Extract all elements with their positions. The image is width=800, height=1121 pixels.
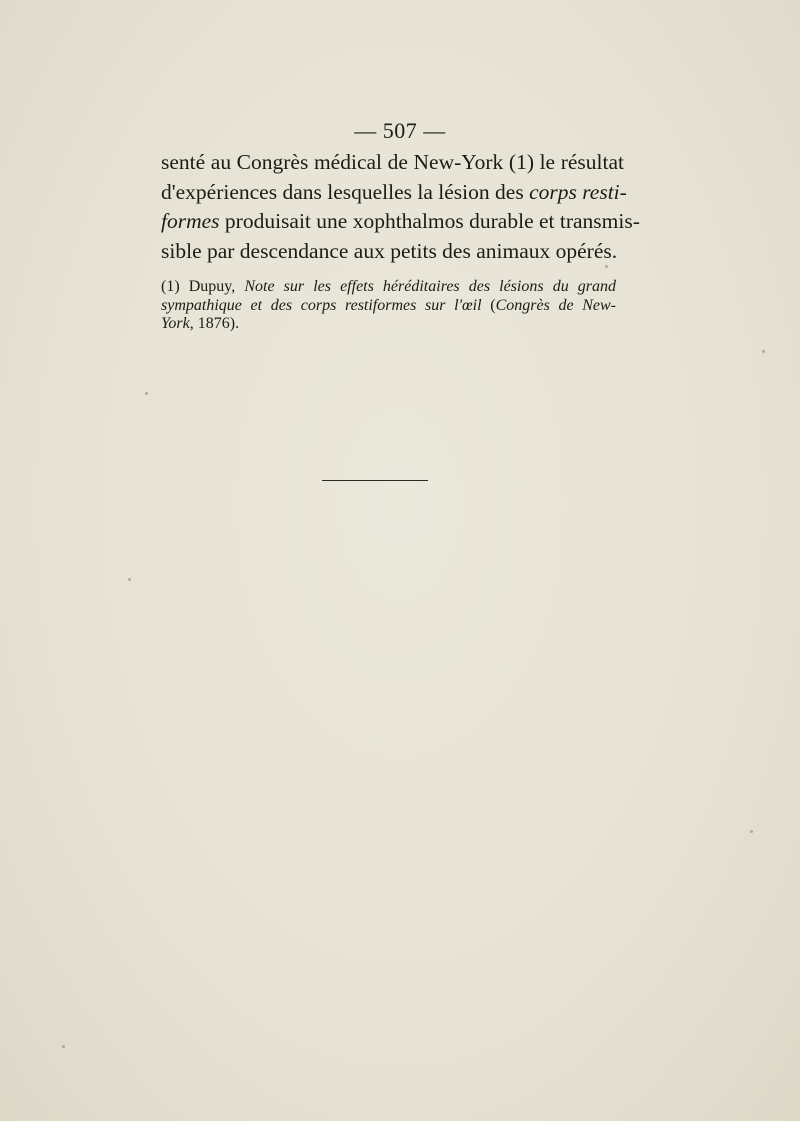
body-text-segment: sible par descendance aux petits des animaux opérés. — [161, 238, 618, 263]
footnote-line — [161, 315, 616, 334]
body-line — [161, 207, 640, 237]
body-text-segment: d'expériences dans lesquelles la lésion des — [161, 179, 530, 204]
body-text-segment: senté au Congrès médical de New-York (1) le résultat — [161, 150, 624, 174]
footnote-italic-segment: sympathique et des corps restiformes sur l'œil — [161, 296, 482, 314]
footnote-segment: (1) Dupuy, — [161, 278, 245, 295]
body-italic-segment: formes — [161, 209, 220, 233]
footnote-segment: ( — [481, 296, 496, 314]
footnote-italic-segment: York — [161, 315, 190, 332]
body-line — [161, 178, 627, 208]
body-paragraph — [161, 148, 640, 266]
body-text-segment: produisait une xophthalmos durable et transmis- — [219, 209, 640, 233]
body-italic-segment: corps resti- — [529, 179, 627, 204]
section-rule — [322, 480, 428, 481]
body-line — [161, 237, 624, 267]
footnote-line — [161, 278, 616, 297]
paper-speck — [145, 392, 148, 395]
paper-speck — [762, 350, 765, 353]
footnote-line — [161, 297, 616, 316]
body-line — [161, 148, 624, 178]
footnote-italic-segment: Congrès de New- — [495, 296, 617, 314]
paper-speck — [605, 265, 608, 268]
paper-speck — [62, 1045, 65, 1048]
footnote — [161, 278, 616, 334]
paper-speck — [128, 578, 131, 581]
paper-speck — [750, 830, 753, 833]
footnote-italic-segment: Note sur les effets héréditaires des lésions du grand — [244, 278, 617, 295]
page-number: — 507 — — [354, 118, 446, 143]
footnote-segment: , 1876). — [189, 315, 240, 332]
